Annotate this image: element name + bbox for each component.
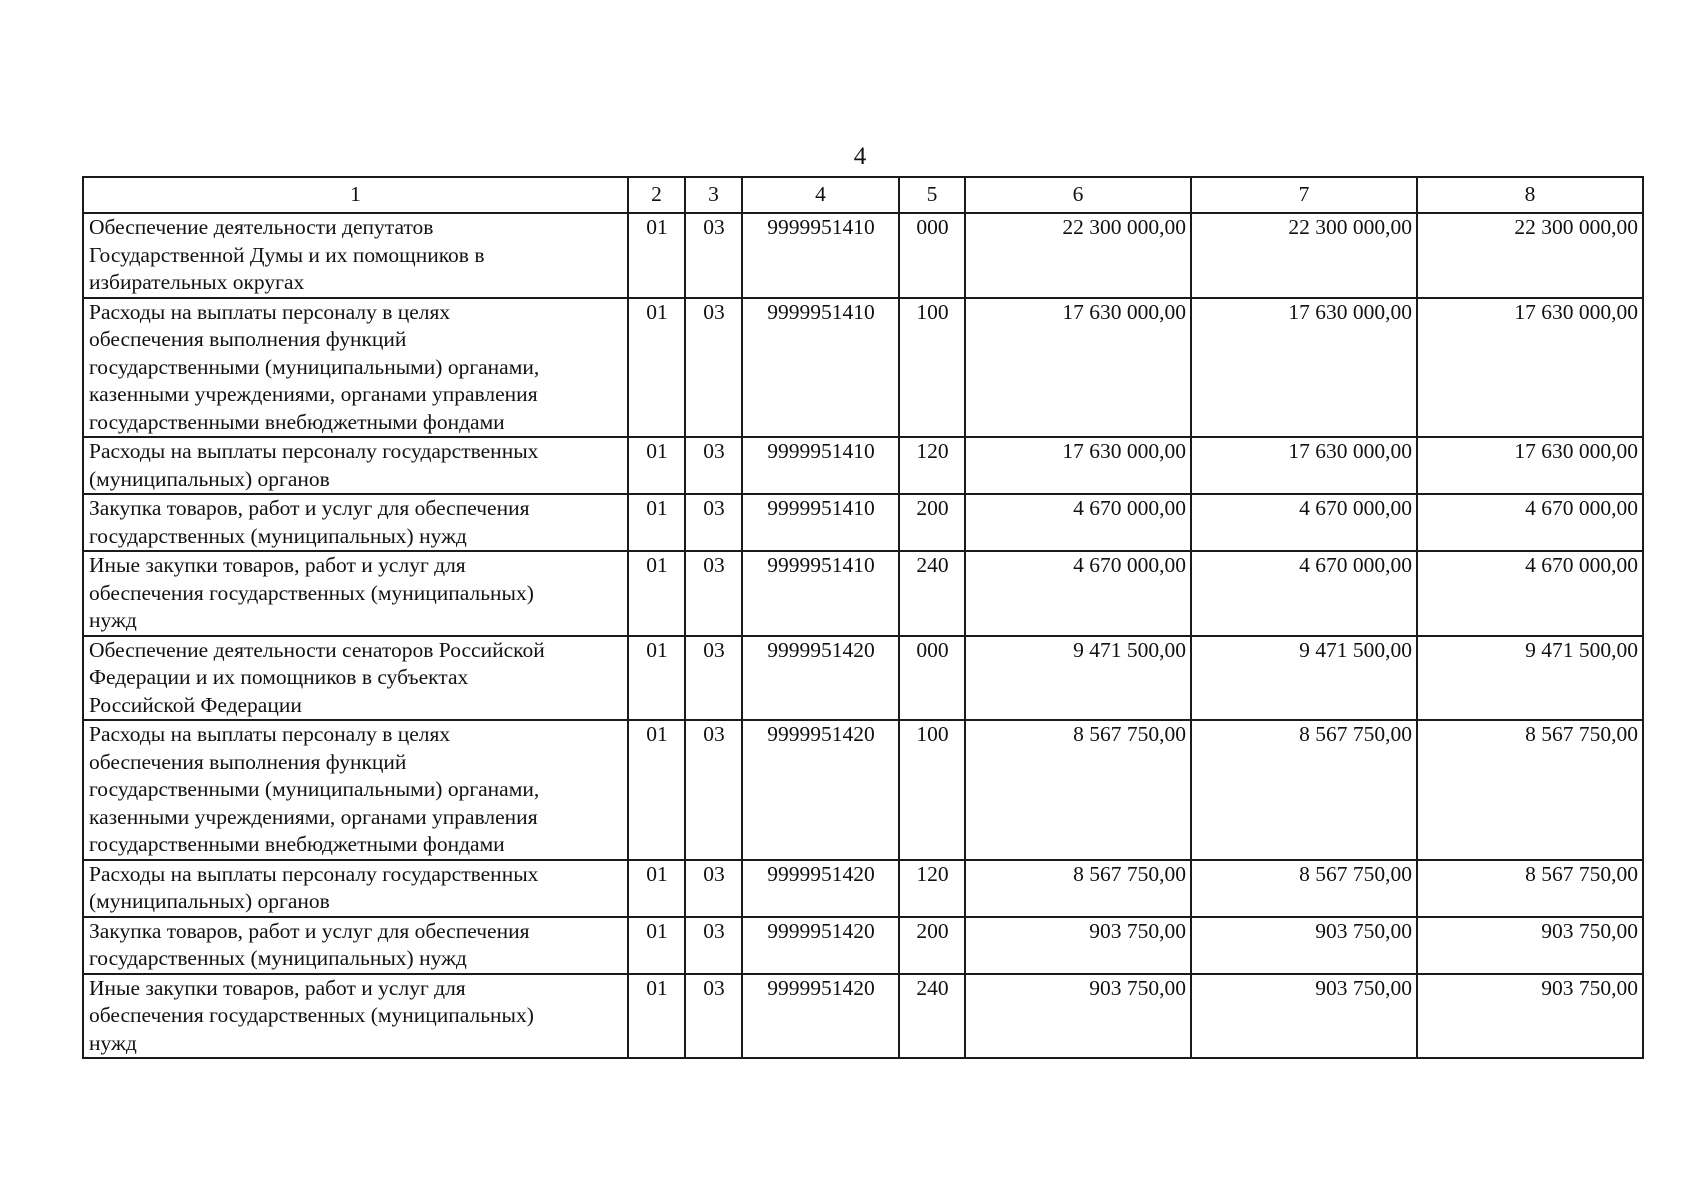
expense-name-line: государственными внебюджетными фондами <box>89 409 505 434</box>
section-code-cell: 01 <box>628 720 685 860</box>
expense-name-line: Расходы на выплаты персоналу государственных <box>89 439 539 463</box>
table-row <box>83 494 1643 551</box>
expense-name-cell <box>83 494 628 551</box>
expense-name-cell <box>83 213 628 298</box>
amount-cell-7: 17 630 000,00 <box>1191 437 1417 494</box>
expense-name-line: государственных (муниципальных) нужд <box>89 946 467 970</box>
expense-name-line: государственных (муниципальных) нужд <box>89 523 467 548</box>
expense-name-line: казенными учреждениями, органами управления <box>89 804 538 829</box>
table-row <box>83 298 1643 438</box>
expense-name-cell <box>83 636 628 721</box>
target-article-code-cell: 9999951410 <box>742 551 899 636</box>
subsection-code-cell: 03 <box>685 494 742 551</box>
amount-cell-6: 17 630 000,00 <box>965 437 1191 494</box>
expense-name-line: Государственной Думы и их помощников в <box>89 242 485 267</box>
expense-name-line: нужд <box>89 1030 137 1055</box>
subsection-code-cell: 03 <box>685 298 742 438</box>
expense-name-line: государственными (муниципальными) органами, <box>89 777 540 801</box>
amount-cell-7: 17 630 000,00 <box>1191 298 1417 438</box>
table-row <box>83 551 1643 636</box>
target-article-code-cell: 9999951410 <box>742 298 899 438</box>
column-number-header-row <box>83 177 1643 213</box>
expense-type-code-cell: 240 <box>899 551 965 636</box>
expense-type-code-cell: 240 <box>899 974 965 1059</box>
amount-cell-6: 903 750,00 <box>965 974 1191 1059</box>
column-header: 8 <box>1417 177 1643 213</box>
table-row <box>83 720 1643 860</box>
amount-cell-8: 9 471 500,00 <box>1417 636 1643 721</box>
expense-name-line: казенными учреждениями, органами управления <box>89 382 538 406</box>
column-header: 1 <box>83 177 628 213</box>
expense-name-cell <box>83 974 628 1059</box>
expense-name-cell <box>83 551 628 636</box>
column-header: 7 <box>1191 177 1417 213</box>
table-row <box>83 860 1643 917</box>
amount-cell-8: 903 750,00 <box>1417 917 1643 974</box>
amount-cell-7: 9 471 500,00 <box>1191 636 1417 721</box>
column-header: 5 <box>899 177 965 213</box>
expense-name-line: обеспечения выполнения функций <box>89 749 407 774</box>
column-header: 4 <box>742 177 899 213</box>
amount-cell-8: 8 567 750,00 <box>1417 720 1643 860</box>
expense-type-code-cell: 120 <box>899 437 965 494</box>
target-article-code-cell: 9999951410 <box>742 494 899 551</box>
table-row <box>83 974 1643 1059</box>
amount-cell-6: 8 567 750,00 <box>965 720 1191 860</box>
section-code-cell: 01 <box>628 636 685 721</box>
expense-name-line: Иные закупки товаров, работ и услуг для <box>89 975 466 1000</box>
amount-cell-6: 903 750,00 <box>965 917 1191 974</box>
expense-name-cell <box>83 298 628 438</box>
subsection-code-cell: 03 <box>685 636 742 721</box>
table-row <box>83 213 1643 298</box>
expense-name-line: государственными внебюджетными фондами <box>89 832 505 856</box>
expense-name-line: Российской Федерации <box>89 692 302 717</box>
expense-type-code-cell: 100 <box>899 720 965 860</box>
expense-name-line: Обеспечение деятельности депутатов <box>89 215 434 239</box>
target-article-code-cell: 9999951410 <box>742 213 899 298</box>
amount-cell-7: 8 567 750,00 <box>1191 720 1417 860</box>
expense-name-line: (муниципальных) органов <box>89 889 330 913</box>
amount-cell-7: 22 300 000,00 <box>1191 213 1417 298</box>
column-header: 3 <box>685 177 742 213</box>
subsection-code-cell: 03 <box>685 917 742 974</box>
section-code-cell: 01 <box>628 860 685 917</box>
expense-name-cell <box>83 917 628 974</box>
amount-cell-8: 8 567 750,00 <box>1417 860 1643 917</box>
subsection-code-cell: 03 <box>685 720 742 860</box>
table-row <box>83 636 1643 721</box>
expense-name-line: Расходы на выплаты персоналу государственных <box>89 861 539 886</box>
expense-name-cell <box>83 720 628 860</box>
expense-type-code-cell: 120 <box>899 860 965 917</box>
amount-cell-8: 4 670 000,00 <box>1417 494 1643 551</box>
amount-cell-6: 22 300 000,00 <box>965 213 1191 298</box>
amount-cell-7: 4 670 000,00 <box>1191 494 1417 551</box>
target-article-code-cell: 9999951420 <box>742 860 899 917</box>
expense-name-line: государственными (муниципальными) органами, <box>89 354 540 379</box>
column-header: 2 <box>628 177 685 213</box>
section-code-cell: 01 <box>628 551 685 636</box>
section-code-cell: 01 <box>628 494 685 551</box>
section-code-cell: 01 <box>628 437 685 494</box>
subsection-code-cell: 03 <box>685 437 742 494</box>
amount-cell-7: 903 750,00 <box>1191 917 1417 974</box>
expense-name-line: (муниципальных) органов <box>89 466 330 491</box>
amount-cell-8: 22 300 000,00 <box>1417 213 1643 298</box>
expense-name-line: Обеспечение деятельности сенаторов Российской <box>89 637 545 662</box>
section-code-cell: 01 <box>628 213 685 298</box>
target-article-code-cell: 9999951420 <box>742 917 899 974</box>
expense-name-cell <box>83 437 628 494</box>
expense-name-line: Иные закупки товаров, работ и услуг для <box>89 553 466 577</box>
amount-cell-8: 17 630 000,00 <box>1417 437 1643 494</box>
amount-cell-6: 4 670 000,00 <box>965 494 1191 551</box>
expense-name-line: Закупка товаров, работ и услуг для обеспечения <box>89 918 530 943</box>
amount-cell-6: 9 471 500,00 <box>965 636 1191 721</box>
expense-name-line: Федерации и их помощников в субъектах <box>89 665 469 689</box>
expense-name-line: обеспечения государственных (муниципальных) <box>89 580 534 605</box>
section-code-cell: 01 <box>628 298 685 438</box>
amount-cell-7: 8 567 750,00 <box>1191 860 1417 917</box>
expense-name-line: избирательных округах <box>89 270 305 294</box>
amount-cell-8: 4 670 000,00 <box>1417 551 1643 636</box>
budget-table <box>82 176 1644 1059</box>
amount-cell-6: 17 630 000,00 <box>965 298 1191 438</box>
amount-cell-8: 17 630 000,00 <box>1417 298 1643 438</box>
expense-name-cell <box>83 860 628 917</box>
expense-name-line: Расходы на выплаты персоналу в целях <box>89 299 451 324</box>
expense-name-line: Закупка товаров, работ и услуг для обеспечения <box>89 496 530 520</box>
expense-type-code-cell: 100 <box>899 298 965 438</box>
table-row <box>83 437 1643 494</box>
expense-name-line: обеспечения выполнения функций <box>89 327 407 351</box>
expense-type-code-cell: 200 <box>899 917 965 974</box>
amount-cell-8: 903 750,00 <box>1417 974 1643 1059</box>
amount-cell-6: 4 670 000,00 <box>965 551 1191 636</box>
expense-name-line: Расходы на выплаты персоналу в целях <box>89 722 451 746</box>
column-header: 6 <box>965 177 1191 213</box>
expense-type-code-cell: 000 <box>899 213 965 298</box>
expense-type-code-cell: 200 <box>899 494 965 551</box>
table-body <box>83 213 1643 1058</box>
subsection-code-cell: 03 <box>685 551 742 636</box>
section-code-cell: 01 <box>628 917 685 974</box>
expense-type-code-cell: 000 <box>899 636 965 721</box>
table-row <box>83 917 1643 974</box>
amount-cell-7: 903 750,00 <box>1191 974 1417 1059</box>
subsection-code-cell: 03 <box>685 213 742 298</box>
page-number: 4 <box>853 143 867 170</box>
amount-cell-7: 4 670 000,00 <box>1191 551 1417 636</box>
target-article-code-cell: 9999951420 <box>742 974 899 1059</box>
amount-cell-6: 8 567 750,00 <box>965 860 1191 917</box>
expense-name-line: нужд <box>89 608 137 632</box>
section-code-cell: 01 <box>628 974 685 1059</box>
target-article-code-cell: 9999951420 <box>742 636 899 721</box>
subsection-code-cell: 03 <box>685 974 742 1059</box>
target-article-code-cell: 9999951410 <box>742 437 899 494</box>
target-article-code-cell: 9999951420 <box>742 720 899 860</box>
subsection-code-cell: 03 <box>685 860 742 917</box>
expense-name-line: обеспечения государственных (муниципальных) <box>89 1003 534 1027</box>
